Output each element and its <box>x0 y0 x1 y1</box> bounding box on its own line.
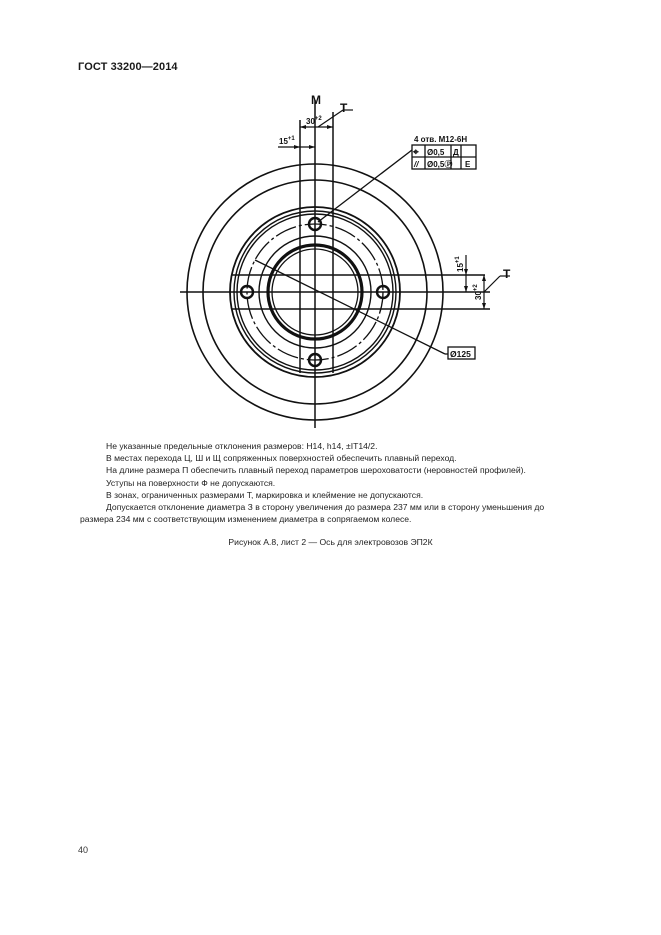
note-6: Допускается отклонение диаметра З в сторону увеличения до размера 237 мм или в сторону уменьшения до <box>106 502 545 513</box>
holes-label: 4 отв. М12-6Н <box>414 135 468 144</box>
note-2: В местах перехода Ц, Ш и Щ сопряженных поверхностей обеспечить плавный переход. <box>106 453 457 464</box>
dim-15-top: $15^{+1}$ <box>279 136 295 146</box>
technical-drawing <box>0 0 661 440</box>
figure-caption: Рисунок А.8, лист 2 — Ось для электровозов ЭП2К <box>228 537 433 547</box>
dim-30-top: $30^{+2}$ <box>306 116 322 126</box>
page-number: 40 <box>78 845 89 855</box>
document-header: ГОСТ 33200—2014 <box>78 61 178 73</box>
parallel-symbol: // <box>414 160 419 169</box>
position-value: Ø0,5 <box>427 148 445 157</box>
datum-d: Д <box>453 148 459 157</box>
note-6-continued: размера 234 мм с соответствующим изменением диаметра в сопрягаемом колесе. <box>80 514 412 525</box>
view-label: М <box>311 93 321 107</box>
note-5: В зонах, ограниченных размерами Т, маркировка и клеймение не допускаются. <box>106 489 424 500</box>
note-4: Уступы на поверхности Ф не допускаются. <box>106 477 276 488</box>
drawing-notes <box>80 440 625 525</box>
parallel-value: Ø0,5Ⓟ <box>427 160 453 169</box>
surface-mark-top: Т <box>340 101 348 115</box>
diameter-label: Ø125 <box>450 349 471 359</box>
note-3: На длине размера П обеспечить плавный переход параметров шероховатости (неровностей профилей). <box>106 465 526 476</box>
dim-30-right: $30^{+2}$ <box>473 284 483 300</box>
note-1: Не указанные предельные отклонения размеров: H14, h14, ±IT14/2. <box>106 441 378 451</box>
datum-e: Е <box>465 160 471 169</box>
surface-mark-right: Т <box>503 267 511 281</box>
position-symbol: ⌖ <box>413 147 419 158</box>
dim-15-right: $15^{+1}$ <box>455 256 465 272</box>
